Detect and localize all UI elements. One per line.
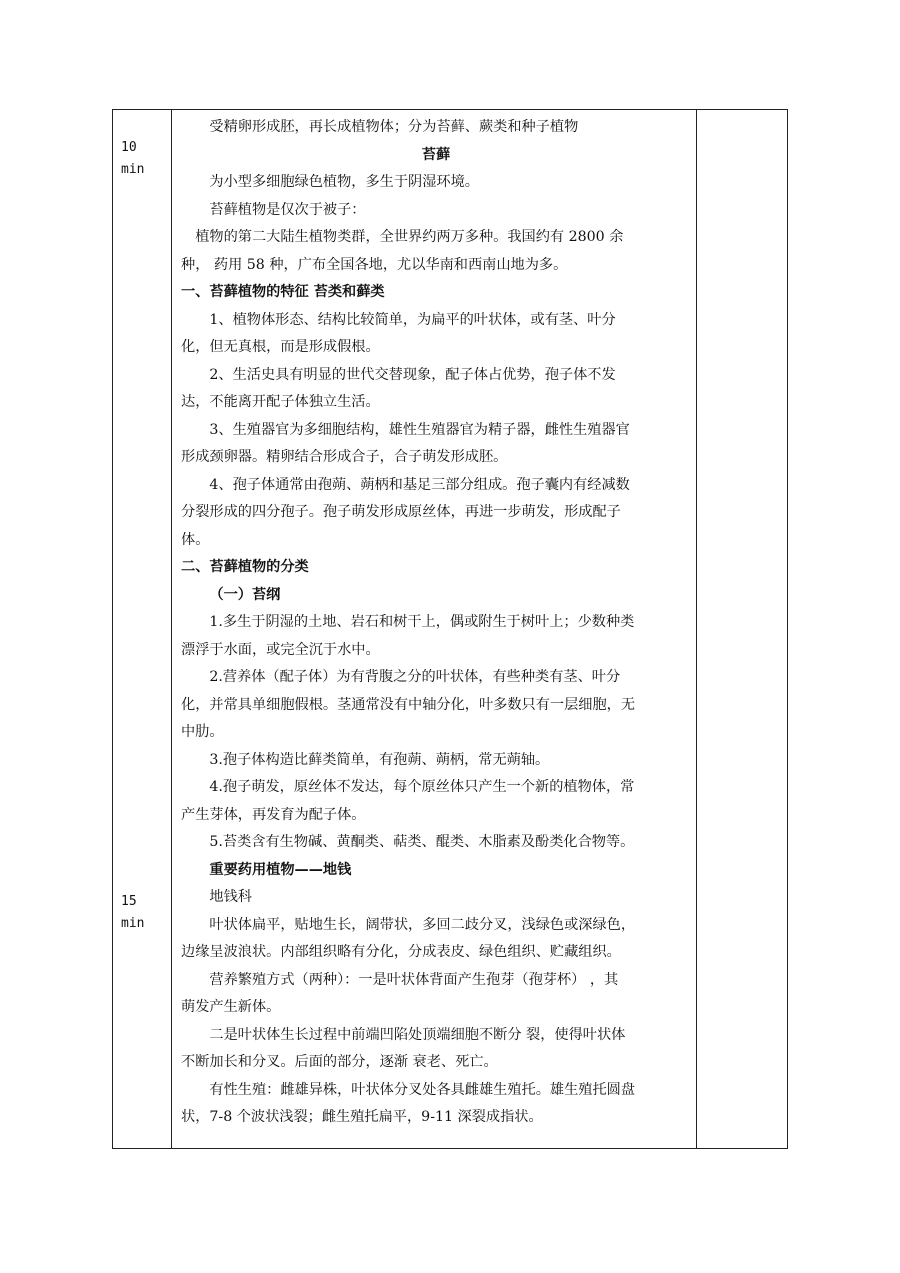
text-line: 4、孢子体通常由孢蒴、蒴柄和基足三部分组成。孢子囊内有经减数 [209,476,630,493]
text-line: 叶状体扁平，贴地生长，阔带状，多回二歧分叉，浅绿色或深绿色， [209,916,636,933]
text-line: 1.多生于阴湿的土地、岩石和树干上，偶或附生于树叶上；少数种类 [209,614,635,630]
text-line: 苔藓植物是仅次于被子： [209,201,366,218]
text-line: 营养繁殖方式（两种）：一是叶状体背面产生孢芽（孢芽杯） ，其 [209,971,619,988]
text-line: 2.营养体（配子体）为有背腹之分的叶状体，有些种类有茎、叶分 [209,669,621,685]
text-line: （一）苔纲 [209,586,281,603]
text-line: 地钱科 [209,889,252,905]
text-line: 4.孢子萌发，原丝体不发达，每个原丝体只产生一个新的植物体，常 [209,779,635,795]
text-line: 产生芽体，再发育为配子体。 [181,806,366,823]
text-line: 体。 [181,531,210,548]
time-cell-15min [121,891,169,935]
text-line: 苔藓 [421,146,451,163]
time-unit: min [121,916,145,931]
text-line: 二是叶状体生长过程中前端凹陷处顶端细胞不断分 裂，使得叶状体 [209,1026,626,1043]
text-line: 3、生殖器官为多细胞结构，雄性生殖器官为精子器，雌性生殖器官 [209,421,630,438]
text-line: 植物的第二大陆生植物类群，全世界约两万多种。我国约有 2800 余 [195,229,624,245]
lesson-table [112,109,788,1149]
time-unit: min [121,162,145,177]
text-line: 1、植物体形态、结构比较简单，为扁平的叶状体，或有茎、叶分 [209,311,616,328]
text-line: 状，7-8 个波状浅裂；雌生殖托扁平，9-11 深裂成指状。 [181,1109,543,1125]
text-line: 不断加长和分叉。后面的部分，逐渐 衰老、死亡。 [181,1054,498,1070]
text-line: 3.孢子体构造比藓类简单，有孢蒴、蒴柄，常无蒴轴。 [209,751,550,768]
text-line: 分裂形成的四分孢子。孢子萌发形成原丝体，再进一步萌发，形成配子 [181,504,621,520]
text-line: 受精卵形成胚，再长成植物体；分为苔藓、蕨类和种子植物 [209,119,579,135]
text-line: 5.苔类含有生物碱、黄酮类、萜类、醌类、木脂素及酚类化合物等。 [209,834,635,850]
text-line: 重要药用植物——地钱 [209,861,352,878]
time-cell-10min [121,137,169,181]
text-line: 萌发产生新体。 [181,999,281,1015]
lesson-content [181,114,691,1132]
text-line: 为小型多细胞绿色植物，多生于阴湿环境。 [209,174,479,190]
text-line: 中肋。 [181,724,224,740]
text-line: 有性生殖：雌雄异株，叶状体分叉处各具雌雄生殖托。雄生殖托圆盘 [209,1081,636,1098]
text-line: 化，并常具单细胞假根。茎通常没有中轴分化，叶多数只有一层细胞，无 [181,696,636,713]
text-line: 2、生活史具有明显的世代交替现象，配子体占优势，孢子体不发 [209,366,616,383]
text-line: 形成颈卵器。精卵结合形成合子，合子萌发形成胚。 [181,449,508,465]
text-line: 一、苔藓植物的特征 苔类和藓类 [181,284,385,300]
text-line: 漂浮于水面，或完全沉于水中。 [181,641,380,658]
time-value: 15 [121,894,137,909]
text-line: 化，但无真根，而是形成假根。 [181,339,380,355]
text-line: 边缘呈波浪状。内部组织略有分化，分成表皮、绿色组织、贮藏组织。 [181,944,621,960]
column-divider-notes [696,110,697,1148]
text-line: 二、苔藓植物的分类 [181,559,309,575]
column-divider-time [171,110,172,1148]
text-line: 种， 药用 58 种，广布全国各地，尤以华南和西南山地为多。 [181,256,568,273]
text-line: 达，不能离开配子体独立生活。 [181,394,380,410]
time-value: 10 [121,140,137,155]
